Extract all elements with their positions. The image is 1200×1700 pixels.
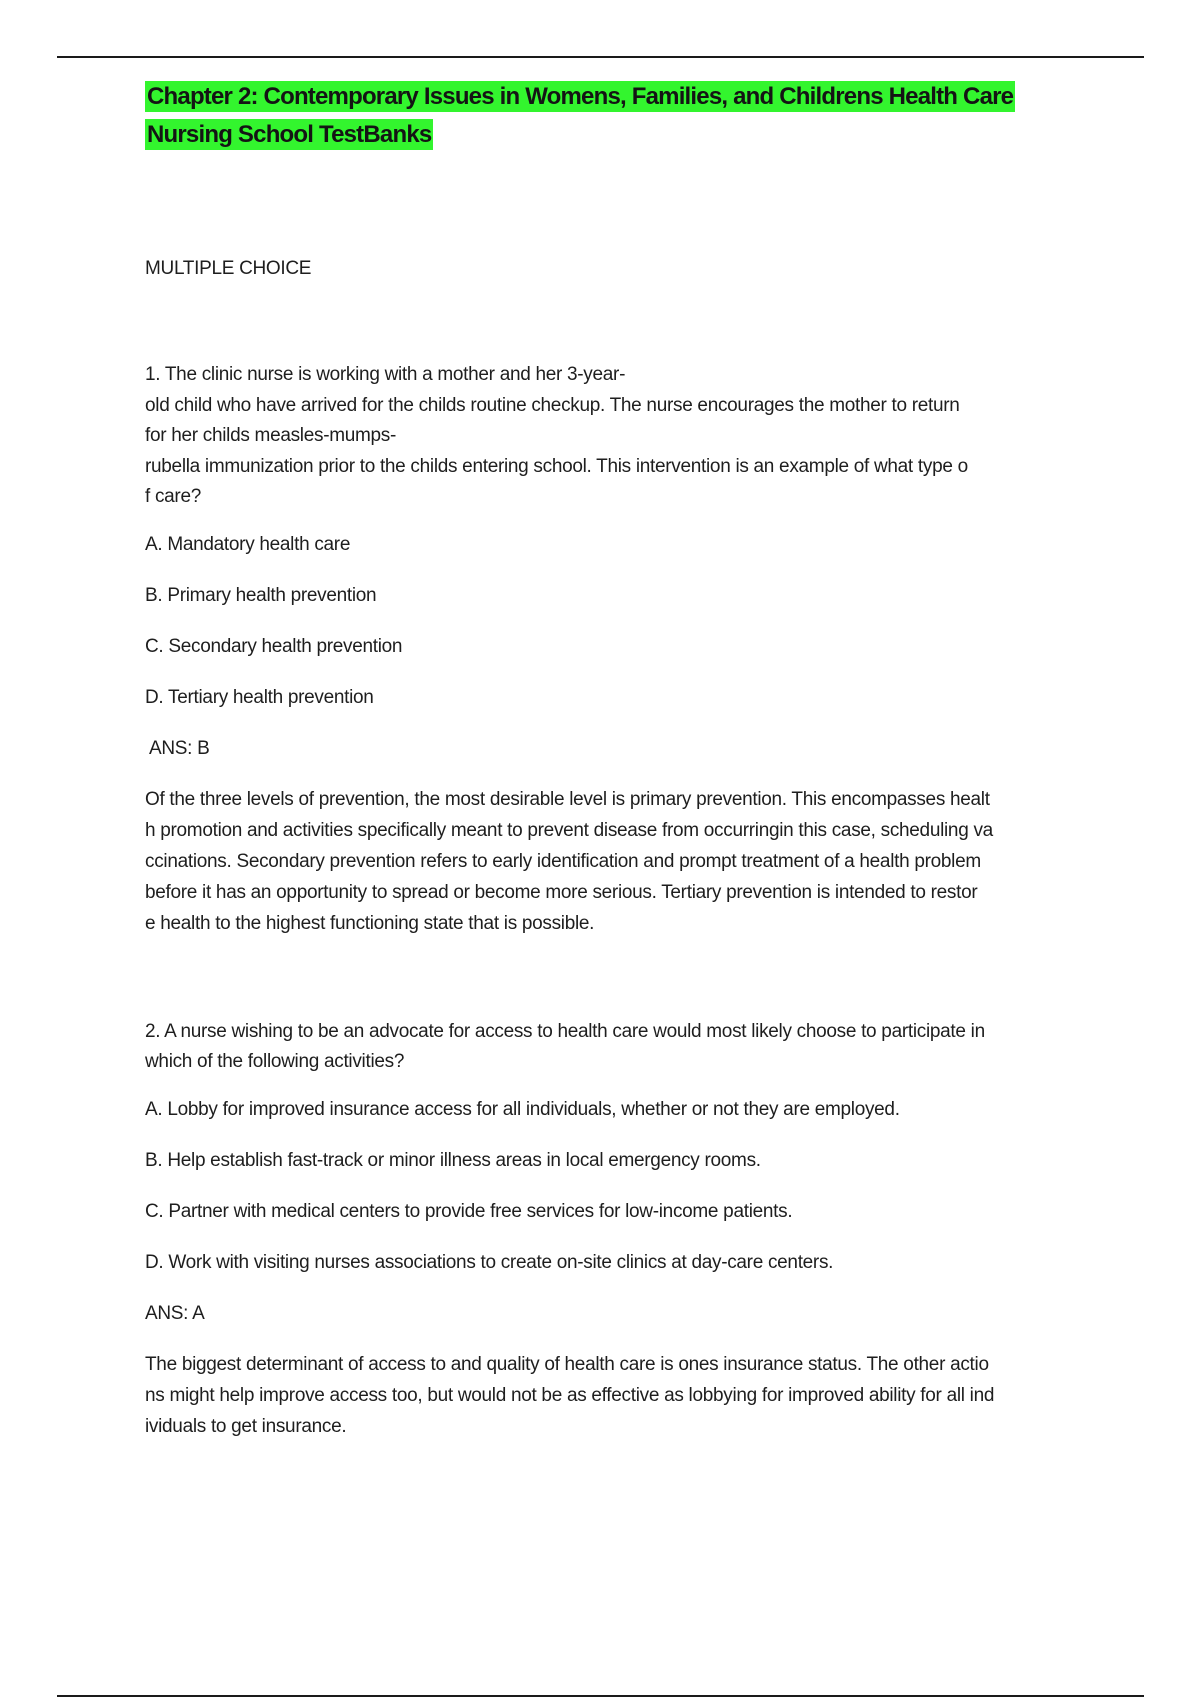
option-c: C. Secondary health prevention: [145, 635, 403, 657]
stem-line: for her childs measles-mumps-: [145, 425, 397, 446]
stem-line: old child who have arrived for the childs routine checkup. The nurse encourages the mother to return: [145, 394, 960, 416]
answer: ANS: B: [149, 737, 210, 759]
rationale-line: ccinations. Secondary prevention refers to early identification and prompt treatment of a health problem: [145, 850, 981, 872]
option-b: B. Primary health prevention: [145, 584, 377, 606]
bottom-rule: [57, 1695, 1144, 1697]
rationale-line: The biggest determinant of access to and quality of health care is ones insurance status. The other actio: [145, 1353, 989, 1375]
option-a: A. Lobby for improved insurance access for all individuals, whether or not they are employed.: [145, 1098, 900, 1120]
title-line-1: Chapter 2: Contemporary Issues in Womens, Families, and Childrens Health Care: [147, 83, 1014, 110]
option-c: C. Partner with medical centers to provide free services for low-income patients.: [145, 1200, 793, 1222]
top-rule: [57, 56, 1144, 58]
option-b: B. Help establish fast-track or minor illness areas in local emergency rooms.: [145, 1149, 761, 1171]
stem-line: 2. A nurse wishing to be an advocate for access to health care would most likely choose to participate in: [145, 1020, 985, 1042]
stem-line: which of the following activities?: [145, 1051, 405, 1072]
chapter-title: [145, 78, 1095, 154]
question-1: [145, 360, 1095, 939]
stem-line: rubella immunization prior to the childs entering school. This intervention is an example of what type o: [145, 455, 968, 477]
rationale-line: e health to the highest functioning state that is possible.: [145, 912, 595, 934]
rationale-line: ividuals to get insurance.: [145, 1415, 347, 1437]
option-d: D. Tertiary health prevention: [145, 686, 374, 708]
stem-line: 1. The clinic nurse is working with a mother and her 3-year-: [145, 364, 626, 385]
stem-line: f care?: [145, 486, 201, 507]
rationale-line: h promotion and activities specifically meant to prevent disease from occurringin this case, scheduling va: [145, 819, 993, 841]
rationale-line: before it has an opportunity to spread or become more serious. Tertiary prevention is intended to restor: [145, 881, 978, 903]
rationale-line: ns might help improve access too, but would not be as effective as lobbying for improved ability for all ind: [145, 1384, 995, 1406]
question-2: [145, 1017, 1095, 1442]
question-stem: [145, 1017, 1095, 1078]
title-line-2: Nursing School TestBanks: [147, 121, 432, 148]
document-page: [145, 78, 1095, 1442]
rationale-line: Of the three levels of prevention, the most desirable level is primary prevention. This encompasses healt: [145, 788, 990, 810]
option-a: A. Mandatory health care: [145, 533, 351, 555]
section-heading: MULTIPLE CHOICE: [145, 258, 312, 279]
question-stem: [145, 360, 1095, 513]
option-d: D. Work with visiting nurses associations to create on-site clinics at day-care centers.: [145, 1251, 834, 1273]
rationale: [145, 784, 1095, 939]
answer: ANS: A: [145, 1302, 205, 1324]
rationale: [145, 1349, 1095, 1442]
